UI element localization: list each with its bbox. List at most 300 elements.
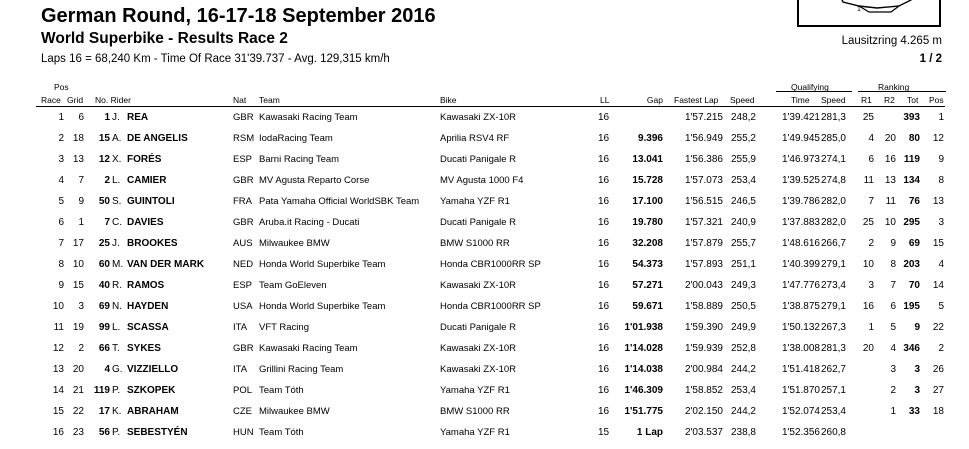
cell-q-speed: 285,0 bbox=[820, 133, 846, 144]
cell-number: 66 bbox=[98, 343, 110, 354]
cell-team: Barni Racing Team bbox=[259, 154, 340, 165]
cell-q-speed: 279,1 bbox=[820, 259, 846, 270]
cell-grid: 1 bbox=[78, 217, 84, 228]
cell-fastest-lap: 1'57.893 bbox=[684, 259, 723, 270]
cell-grid: 22 bbox=[72, 406, 84, 417]
circuit-name: Lausitzring 4.265 m bbox=[841, 35, 942, 47]
header-q-speed: Speed bbox=[821, 95, 846, 105]
table-row bbox=[0, 255, 969, 276]
cell-nat: FRA bbox=[233, 196, 252, 207]
cell-team: Team Tóth bbox=[259, 427, 304, 438]
cell-rider-surname: SCASSA bbox=[127, 322, 169, 333]
cell-fastest-lap: 2'03.537 bbox=[684, 427, 723, 438]
cell-number: 7 bbox=[104, 217, 110, 228]
cell-team: Pata Yamaha Official WorldSBK Team bbox=[259, 196, 420, 207]
cell-gap: 17.100 bbox=[632, 196, 663, 207]
header-qualifying-group: Qualifying bbox=[791, 82, 829, 92]
cell-r2: 16 bbox=[884, 154, 896, 165]
cell-race-pos: 1 bbox=[58, 112, 64, 123]
cell-gap: 13.041 bbox=[632, 154, 663, 165]
cell-team: Milwaukee BMW bbox=[259, 238, 330, 249]
cell-speed: 250,5 bbox=[730, 301, 756, 312]
cell-bike: BMW S1000 RR bbox=[440, 406, 510, 417]
cell-laps: 16 bbox=[598, 196, 610, 207]
table-row bbox=[0, 339, 969, 360]
cell-rider-initial: P. bbox=[112, 385, 121, 396]
cell-q-speed: 274,1 bbox=[820, 154, 846, 165]
header-ranking-group: Ranking bbox=[878, 82, 910, 92]
cell-nat: ESP bbox=[233, 280, 253, 291]
cell-q-speed: 274,8 bbox=[820, 175, 846, 186]
cell-speed: 251,1 bbox=[730, 259, 756, 270]
cell-rider-surname: DAVIES bbox=[127, 217, 164, 228]
cell-nat: GBR bbox=[233, 175, 254, 186]
header-team: Team bbox=[259, 95, 280, 105]
cell-race-pos: 13 bbox=[52, 364, 64, 375]
cell-speed: 244,2 bbox=[730, 364, 756, 375]
cell-rider-surname: SYKES bbox=[127, 343, 161, 354]
cell-q-time: 1'51.870 bbox=[781, 385, 820, 396]
cell-rider-surname: RAMOS bbox=[127, 280, 165, 291]
cell-number: 15 bbox=[98, 133, 110, 144]
header-pos-group: Pos bbox=[54, 82, 69, 92]
cell-laps: 16 bbox=[598, 259, 610, 270]
table-row bbox=[0, 402, 969, 423]
cell-race-pos: 10 bbox=[52, 301, 64, 312]
cell-number: 4 bbox=[104, 364, 110, 375]
cell-bike: Kawasaki ZX-10R bbox=[440, 343, 517, 354]
cell-speed: 249,3 bbox=[730, 280, 756, 291]
cell-nat: POL bbox=[233, 385, 253, 396]
cell-r2: 2 bbox=[890, 385, 896, 396]
cell-q-speed: 253,4 bbox=[820, 406, 846, 417]
cell-nat: RSM bbox=[233, 133, 255, 144]
cell-team: Honda World Superbike Team bbox=[259, 259, 386, 270]
cell-rider-surname: SEBESTYÉN bbox=[127, 427, 188, 438]
cell-rider-surname: BROOKES bbox=[127, 238, 178, 249]
cell-rider-surname: HAYDEN bbox=[127, 301, 169, 312]
cell-team: Kawasaki Racing Team bbox=[259, 112, 358, 123]
cell-r1: 1 bbox=[868, 322, 874, 333]
cell-rank-pos: 26 bbox=[932, 364, 944, 375]
cell-rider-surname: VIZZIELLO bbox=[127, 364, 179, 375]
cell-rider-initial: T. bbox=[112, 343, 120, 354]
cell-rider-initial: M. bbox=[112, 259, 124, 270]
table-row bbox=[0, 108, 969, 129]
cell-q-time: 1'38.008 bbox=[781, 343, 820, 354]
cell-gap: 59.671 bbox=[632, 301, 663, 312]
cell-q-time: 1'40.399 bbox=[781, 259, 820, 270]
cell-fastest-lap: 1'57.321 bbox=[684, 217, 723, 228]
cell-fastest-lap: 1'57.215 bbox=[684, 112, 723, 123]
cell-gap: 15.728 bbox=[632, 175, 663, 186]
cell-nat: ITA bbox=[233, 364, 248, 375]
cell-rider-initial: K. bbox=[112, 406, 122, 417]
table-row bbox=[0, 423, 969, 444]
cell-gap: 1'46.309 bbox=[624, 385, 663, 396]
cell-q-time: 1'49.945 bbox=[781, 133, 820, 144]
cell-gap: 1'01.938 bbox=[624, 322, 663, 333]
cell-q-time: 1'50.132 bbox=[781, 322, 820, 333]
header-gap: Gap bbox=[646, 95, 663, 105]
cell-gap: 1 Lap bbox=[636, 427, 663, 438]
cell-rider-surname: CAMIER bbox=[127, 175, 167, 186]
cell-number: 56 bbox=[98, 427, 110, 438]
cell-r2: 11 bbox=[885, 196, 896, 207]
track-layout-drawing bbox=[799, 0, 943, 27]
cell-total: 33 bbox=[908, 406, 920, 417]
cell-q-speed: 282,0 bbox=[820, 217, 846, 228]
cell-grid: 21 bbox=[72, 385, 84, 396]
cell-race-pos: 15 bbox=[52, 406, 64, 417]
header-r2: R2 bbox=[884, 95, 895, 105]
cell-race-pos: 8 bbox=[58, 259, 64, 270]
cell-fastest-lap: 1'58.889 bbox=[684, 301, 723, 312]
cell-rank-pos: 12 bbox=[932, 133, 944, 144]
cell-bike: Yamaha YZF R1 bbox=[440, 385, 510, 396]
cell-total: 9 bbox=[914, 322, 920, 333]
page-number: 1 / 2 bbox=[919, 53, 942, 65]
cell-laps: 16 bbox=[598, 112, 610, 123]
cell-bike: BMW S1000 RR bbox=[440, 238, 510, 249]
cell-number: 17 bbox=[98, 406, 110, 417]
cell-bike: Kawasaki ZX-10R bbox=[440, 364, 517, 375]
cell-fastest-lap: 1'57.073 bbox=[684, 175, 723, 186]
cell-bike: Yamaha YZF R1 bbox=[440, 427, 510, 438]
table-row bbox=[0, 234, 969, 255]
cell-bike: Honda CBR1000RR SP bbox=[440, 301, 541, 312]
cell-rider-initial: L. bbox=[112, 175, 121, 186]
cell-r1: 6 bbox=[868, 154, 874, 165]
cell-q-time: 1'37.883 bbox=[781, 217, 820, 228]
cell-grid: 20 bbox=[72, 364, 84, 375]
cell-gap: 54.373 bbox=[632, 259, 663, 270]
cell-speed: 252,8 bbox=[730, 343, 756, 354]
table-row bbox=[0, 171, 969, 192]
cell-r2: 7 bbox=[890, 280, 896, 291]
cell-r2: 5 bbox=[890, 322, 896, 333]
cell-grid: 10 bbox=[72, 259, 84, 270]
cell-rider-surname: GUINTOLI bbox=[127, 196, 175, 207]
cell-laps: 16 bbox=[598, 301, 610, 312]
cell-grid: 18 bbox=[72, 133, 84, 144]
cell-rank-pos: 15 bbox=[932, 238, 944, 249]
cell-q-speed: 273,4 bbox=[820, 280, 846, 291]
cell-number: 60 bbox=[98, 259, 110, 270]
cell-laps: 16 bbox=[598, 238, 610, 249]
cell-laps: 16 bbox=[598, 175, 610, 186]
cell-nat: NED bbox=[233, 259, 254, 270]
cell-speed: 249,9 bbox=[730, 322, 756, 333]
cell-grid: 15 bbox=[72, 280, 84, 291]
race-info: Laps 16 = 68,240 Km - Time Of Race 31'39.737 - Avg. 129,315 km/h bbox=[41, 53, 390, 65]
cell-race-pos: 4 bbox=[58, 175, 64, 186]
cell-q-time: 1'39.525 bbox=[781, 175, 820, 186]
cell-laps: 16 bbox=[598, 406, 610, 417]
cell-rider-surname: DE ANGELIS bbox=[127, 133, 188, 144]
cell-rank-pos: 1 bbox=[938, 112, 944, 123]
header-ll: LL bbox=[600, 95, 610, 105]
table-row bbox=[0, 297, 969, 318]
cell-r2: 8 bbox=[890, 259, 896, 270]
cell-rank-pos: 18 bbox=[932, 406, 944, 417]
cell-rank-pos: 2 bbox=[938, 343, 944, 354]
cell-q-time: 1'47.776 bbox=[781, 280, 820, 291]
cell-speed: 238,8 bbox=[730, 427, 756, 438]
table-row bbox=[0, 213, 969, 234]
cell-number: 50 bbox=[98, 196, 110, 207]
cell-gap: 1'51.775 bbox=[624, 406, 663, 417]
cell-fastest-lap: 1'56.515 bbox=[684, 196, 723, 207]
cell-grid: 23 bbox=[72, 427, 84, 438]
cell-team: Team Tóth bbox=[259, 385, 304, 396]
cell-nat: GBR bbox=[233, 217, 254, 228]
cell-gap: 32.208 bbox=[632, 238, 663, 249]
cell-rider-surname: SZKOPEK bbox=[127, 385, 176, 396]
cell-total: 69 bbox=[908, 238, 920, 249]
cell-fastest-lap: 2'02.150 bbox=[684, 406, 723, 417]
cell-rider-surname: REA bbox=[127, 112, 149, 123]
cell-grid: 13 bbox=[72, 154, 84, 165]
cell-speed: 253,4 bbox=[730, 385, 756, 396]
cell-team: Aruba.it Racing - Ducati bbox=[259, 217, 360, 228]
cell-rank-pos: 27 bbox=[932, 385, 944, 396]
cell-q-speed: 267,3 bbox=[820, 322, 846, 333]
cell-bike: Kawasaki ZX-10R bbox=[440, 280, 517, 291]
cell-laps: 16 bbox=[598, 364, 610, 375]
cell-laps: 16 bbox=[598, 385, 610, 396]
cell-laps: 16 bbox=[598, 133, 610, 144]
cell-fastest-lap: 1'56.386 bbox=[684, 154, 723, 165]
page-title: German Round, 16-17-18 September 2016 bbox=[41, 5, 436, 27]
cell-nat: HUN bbox=[233, 427, 254, 438]
cell-race-pos: 11 bbox=[53, 322, 64, 333]
header-speed: Speed bbox=[730, 95, 755, 105]
cell-laps: 16 bbox=[598, 343, 610, 354]
qualifying-group-rule bbox=[776, 91, 852, 92]
cell-speed: 248,2 bbox=[730, 112, 756, 123]
cell-speed: 246,5 bbox=[730, 196, 756, 207]
cell-number: 25 bbox=[98, 238, 110, 249]
cell-total: 119 bbox=[903, 154, 920, 165]
cell-race-pos: 12 bbox=[52, 343, 64, 354]
cell-rider-initial: N. bbox=[112, 301, 122, 312]
table-row bbox=[0, 360, 969, 381]
cell-r1: 10 bbox=[862, 259, 874, 270]
cell-total: 346 bbox=[903, 343, 920, 354]
cell-bike: Ducati Panigale R bbox=[440, 322, 517, 333]
table-row bbox=[0, 150, 969, 171]
cell-q-time: 1'39.786 bbox=[781, 196, 820, 207]
cell-bike: Yamaha YZF R1 bbox=[440, 196, 510, 207]
cell-race-pos: 2 bbox=[58, 133, 64, 144]
page-subtitle: World Superbike - Results Race 2 bbox=[41, 30, 288, 47]
cell-number: 119 bbox=[93, 385, 110, 396]
cell-rank-pos: 8 bbox=[938, 175, 944, 186]
cell-bike: Kawasaki ZX-10R bbox=[440, 112, 517, 123]
cell-grid: 2 bbox=[78, 343, 84, 354]
cell-number: 12 bbox=[98, 154, 110, 165]
cell-rider-initial: C. bbox=[112, 217, 122, 228]
ranking-group-rule bbox=[858, 91, 946, 92]
cell-q-speed: 281,3 bbox=[820, 112, 846, 123]
header-r1: R1 bbox=[861, 95, 872, 105]
cell-q-speed: 281,3 bbox=[820, 343, 846, 354]
cell-laps: 16 bbox=[598, 280, 610, 291]
cell-q-time: 1'51.418 bbox=[781, 364, 820, 375]
cell-q-speed: 266,7 bbox=[820, 238, 846, 249]
cell-rider-initial: A. bbox=[112, 133, 122, 144]
cell-team: VFT Racing bbox=[259, 322, 309, 333]
cell-rank-pos: 13 bbox=[932, 196, 944, 207]
cell-race-pos: 16 bbox=[52, 427, 64, 438]
cell-speed: 253,4 bbox=[730, 175, 756, 186]
cell-total: 203 bbox=[903, 259, 920, 270]
cell-nat: ESP bbox=[233, 154, 253, 165]
cell-bike: MV Agusta 1000 F4 bbox=[440, 175, 524, 186]
cell-total: 195 bbox=[903, 301, 920, 312]
cell-rider-initial: L. bbox=[112, 322, 121, 333]
cell-r2: 10 bbox=[884, 217, 896, 228]
cell-grid: 3 bbox=[78, 301, 84, 312]
cell-q-time: 1'39.421 bbox=[781, 112, 820, 123]
cell-r2: 4 bbox=[890, 343, 896, 354]
cell-r1: 4 bbox=[868, 133, 874, 144]
cell-rider-initial: R. bbox=[112, 280, 122, 291]
cell-rank-pos: 4 bbox=[938, 259, 944, 270]
cell-rider-initial: X. bbox=[112, 154, 122, 165]
cell-race-pos: 9 bbox=[58, 280, 64, 291]
cell-grid: 9 bbox=[78, 196, 84, 207]
header-rule bbox=[36, 106, 945, 107]
cell-q-speed: 279,1 bbox=[820, 301, 846, 312]
table-row bbox=[0, 318, 969, 339]
cell-rider-surname: VAN DER MARK bbox=[127, 259, 205, 270]
header-no-rider: No. Rider bbox=[95, 95, 131, 105]
cell-grid: 7 bbox=[78, 175, 84, 186]
cell-gap: 57.271 bbox=[632, 280, 663, 291]
cell-r1: 2 bbox=[868, 238, 874, 249]
cell-race-pos: 5 bbox=[58, 196, 64, 207]
cell-team: Grillini Racing Team bbox=[259, 364, 344, 375]
header-tot: Tot bbox=[907, 95, 919, 105]
cell-q-time: 1'52.356 bbox=[781, 427, 820, 438]
cell-fastest-lap: 2'00.984 bbox=[684, 364, 723, 375]
cell-r2: 1 bbox=[890, 406, 896, 417]
cell-rider-initial: J. bbox=[112, 112, 120, 123]
cell-r2: 13 bbox=[884, 175, 896, 186]
cell-laps: 16 bbox=[598, 154, 610, 165]
cell-rider-initial: G. bbox=[112, 364, 123, 375]
cell-q-speed: 260,8 bbox=[820, 427, 846, 438]
cell-total: 134 bbox=[903, 175, 920, 186]
cell-fastest-lap: 1'58.852 bbox=[684, 385, 723, 396]
cell-rank-pos: 3 bbox=[938, 217, 944, 228]
header-q-time: Time bbox=[791, 95, 810, 105]
cell-rider-surname: ABRAHAM bbox=[127, 406, 179, 417]
cell-speed: 244,2 bbox=[730, 406, 756, 417]
cell-number: 40 bbox=[98, 280, 110, 291]
cell-nat: ITA bbox=[233, 322, 248, 333]
cell-nat: GBR bbox=[233, 112, 254, 123]
header-grid: Grid bbox=[67, 95, 84, 105]
cell-grid: 6 bbox=[78, 112, 84, 123]
cell-rank-pos: 5 bbox=[938, 301, 944, 312]
cell-rider-initial: S. bbox=[112, 196, 122, 207]
cell-nat: USA bbox=[233, 301, 253, 312]
cell-gap: 1'14.038 bbox=[624, 364, 663, 375]
header-race: Race bbox=[41, 95, 61, 105]
cell-gap: 1'14.028 bbox=[624, 343, 663, 354]
cell-race-pos: 3 bbox=[58, 154, 64, 165]
cell-total: 295 bbox=[903, 217, 920, 228]
cell-gap: 9.396 bbox=[637, 133, 663, 144]
cell-q-time: 1'48.616 bbox=[781, 238, 820, 249]
table-row bbox=[0, 192, 969, 213]
track-map-marker: 1 bbox=[857, 6, 861, 13]
cell-rank-pos: 22 bbox=[932, 322, 944, 333]
cell-fastest-lap: 2'00.043 bbox=[684, 280, 723, 291]
cell-number: 2 bbox=[104, 175, 110, 186]
cell-number: 1 bbox=[104, 112, 110, 123]
cell-rider-initial: J. bbox=[112, 238, 120, 249]
cell-r1: 20 bbox=[862, 343, 874, 354]
cell-rank-pos: 9 bbox=[938, 154, 944, 165]
cell-r1: 7 bbox=[868, 196, 874, 207]
cell-bike: Ducati Panigale R bbox=[440, 217, 517, 228]
cell-race-pos: 6 bbox=[58, 217, 64, 228]
cell-total: 70 bbox=[908, 280, 920, 291]
cell-q-speed: 257,1 bbox=[820, 385, 846, 396]
cell-laps: 15 bbox=[598, 427, 610, 438]
cell-total: 393 bbox=[903, 112, 920, 123]
cell-laps: 16 bbox=[598, 322, 610, 333]
cell-team: Kawasaki Racing Team bbox=[259, 343, 358, 354]
cell-race-pos: 14 bbox=[52, 385, 64, 396]
cell-r1: 3 bbox=[868, 280, 874, 291]
cell-r2: 20 bbox=[884, 133, 896, 144]
cell-speed: 255,2 bbox=[730, 133, 756, 144]
cell-speed: 255,7 bbox=[730, 238, 756, 249]
cell-total: 76 bbox=[908, 196, 920, 207]
cell-grid: 17 bbox=[72, 238, 84, 249]
header-bike: Bike bbox=[440, 95, 457, 105]
cell-r1: 25 bbox=[862, 112, 874, 123]
cell-r2: 6 bbox=[890, 301, 896, 312]
cell-rank-pos: 14 bbox=[932, 280, 944, 291]
cell-team: Honda World Superbike Team bbox=[259, 301, 386, 312]
cell-nat: GBR bbox=[233, 343, 254, 354]
cell-q-speed: 282,0 bbox=[820, 196, 846, 207]
cell-grid: 19 bbox=[72, 322, 84, 333]
cell-r1: 16 bbox=[862, 301, 874, 312]
cell-team: IodaRacing Team bbox=[259, 133, 333, 144]
cell-total: 80 bbox=[908, 133, 920, 144]
cell-q-time: 1'46.973 bbox=[781, 154, 820, 165]
header-rank-pos: Pos bbox=[929, 95, 944, 105]
cell-fastest-lap: 1'59.939 bbox=[684, 343, 723, 354]
track-map bbox=[797, 0, 941, 27]
cell-team: Milwaukee BMW bbox=[259, 406, 330, 417]
cell-fastest-lap: 1'56.949 bbox=[684, 133, 723, 144]
cell-r1: 11 bbox=[863, 175, 874, 186]
cell-q-speed: 262,7 bbox=[820, 364, 846, 375]
cell-r1: 25 bbox=[862, 217, 874, 228]
table-row bbox=[0, 129, 969, 150]
cell-total: 3 bbox=[914, 385, 920, 396]
cell-rider-surname: FORÉS bbox=[127, 154, 162, 165]
cell-number: 69 bbox=[98, 301, 110, 312]
